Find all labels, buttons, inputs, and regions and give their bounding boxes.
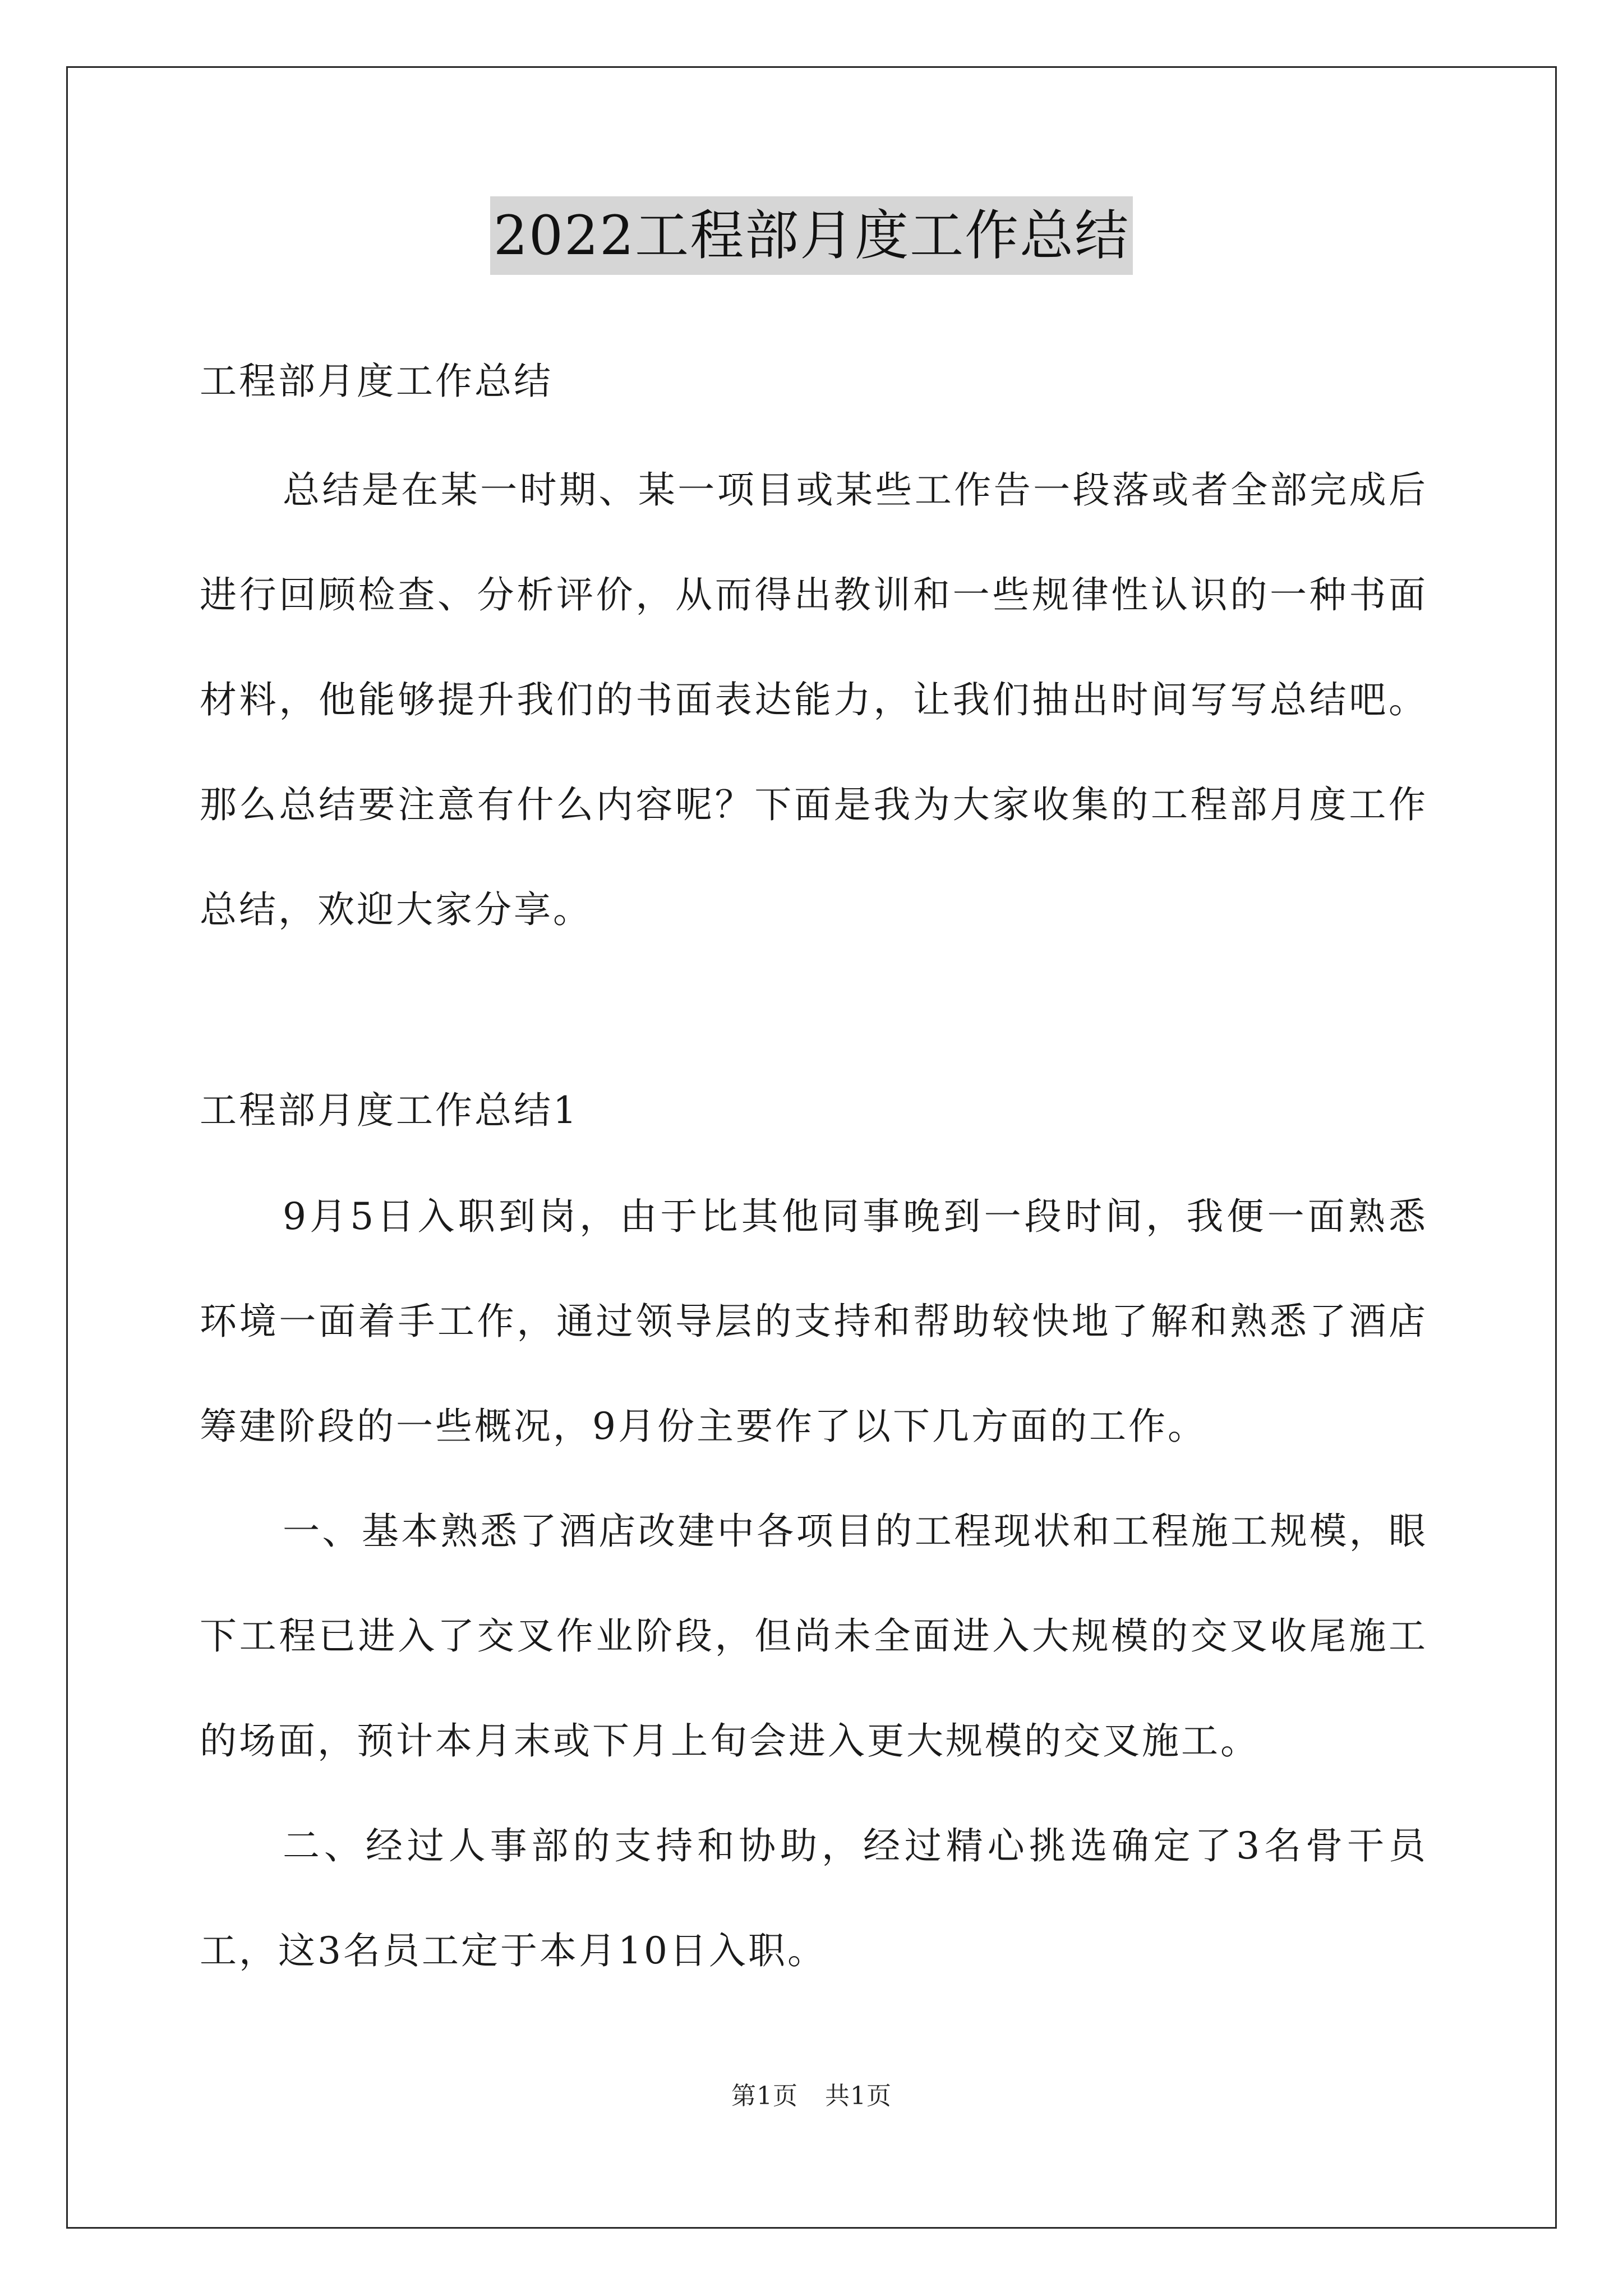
- page-total: 共1页: [825, 2082, 892, 2110]
- document-title: 2022工程部月度工作总结: [490, 196, 1133, 275]
- body-paragraph-1: 9月5日入职到岗，由于比其他同事晚到一段时间，我便一面熟悉环境一面着手工作，通过领导层的支持和帮助较快地了解和熟悉了酒店筹建阶段的一些概况，9月份主要作了以下几方面的工作。: [200, 1195, 1428, 1448]
- section-heading-2: 工程部月度工作总结1: [200, 1089, 579, 1132]
- body-paragraph-2: 一、基本熟悉了酒店改建中各项目的工程现状和工程施工规模，眼下工程已进入了交叉作业阶段，但尚未全面进入大规模的交叉收尾施工的场面，预计本月末或下月上旬会进入更大规模的交叉施工。: [200, 1510, 1428, 1763]
- intro-block: [200, 438, 1428, 962]
- page-footer: [0, 2076, 1623, 2111]
- body-paragraph-3: 二、经过人事部的支持和协助，经过精心挑选确定了3名骨干员工，这3名员工定于本月10日入职。: [200, 1824, 1428, 1972]
- body-block: [200, 1164, 1428, 2003]
- title-container: [0, 196, 1623, 275]
- intro-paragraph: 总结是在某一时期、某一项目或某些工作告一段落或者全部完成后进行回顾检查、分析评价，从而得出教训和一些规律性认识的一种书面材料，他能够提升我们的书面表达能力，让我们抽出时间写写总结吧。那么总结要注意有什么内容呢？下面是我为大家收集的工程部月度工作总结，欢迎大家分享。: [200, 468, 1428, 931]
- page-number: 第1页: [731, 2082, 798, 2110]
- section-heading-1: 工程部月度工作总结: [200, 360, 553, 403]
